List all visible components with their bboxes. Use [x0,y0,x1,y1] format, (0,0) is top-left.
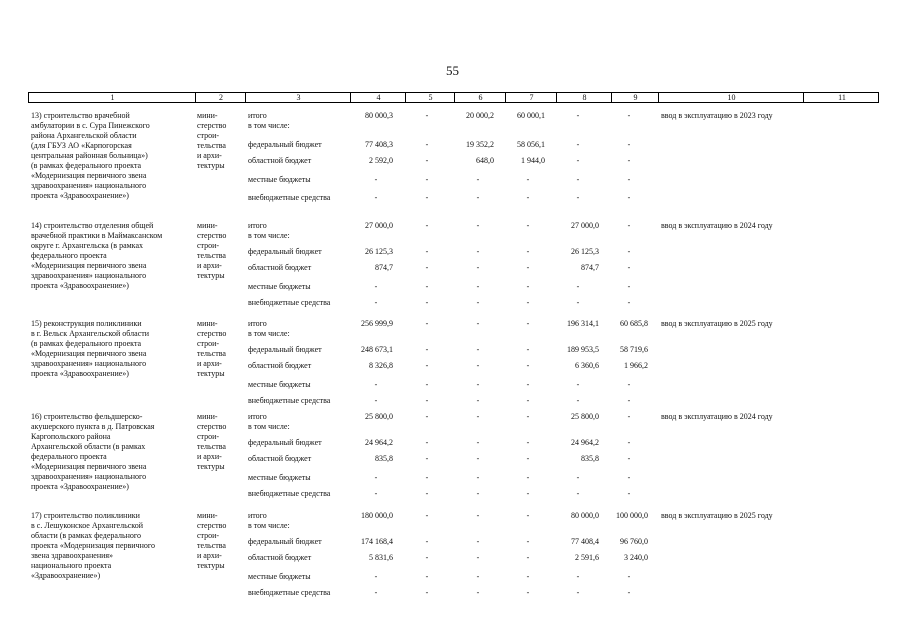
funding-value: - [476,282,480,291]
commissioning-note: ввод в эксплуатацию в 2025 году [661,319,773,328]
column-header-9: 9 [633,93,638,102]
column-divider [405,93,406,102]
commissioning-note: ввод в эксплуатацию в 2024 году [661,221,773,230]
funding-value: - [576,489,580,498]
funding-value: - [526,412,530,421]
funding-value: - [526,263,530,272]
executor-ministry-line: мини- [197,221,218,230]
funding-value: - [425,298,429,307]
executor-ministry [197,511,245,571]
project-description-line: (в рамках федерального проекта [31,339,142,348]
funding-source-label: федеральный бюджет [248,438,322,447]
funding-source-label: федеральный бюджет [248,247,322,256]
funding-value: - [526,175,530,184]
funding-source-label: итого [248,221,267,230]
executor-ministry-line: тельства [197,251,226,260]
executor-ministry-line: стерство [197,121,227,130]
column-header-3: 3 [296,93,301,102]
funding-value: 189 953,5 [567,345,599,354]
executor-ministry-line: тектуры [197,161,225,170]
funding-value: - [476,454,480,463]
funding-value: - [476,412,480,421]
funding-value: - [425,572,429,581]
funding-value: 24 964,2 [571,438,599,447]
funding-value: 2 591,6 [575,553,599,562]
funding-value: - [374,175,378,184]
funding-value: - [374,588,378,597]
project-description-line: здравоохранения» национального [31,359,147,368]
funding-value: - [627,396,631,405]
funding-value: - [627,282,631,291]
funding-value: - [576,175,580,184]
funding-value: - [576,572,580,581]
funding-value: 256 999,9 [361,319,393,328]
funding-source-label: внебюджетные средства [248,298,331,307]
column-divider [350,93,351,102]
page-number: 55 [446,63,459,78]
funding-value: 2 592,0 [369,156,393,165]
funding-value: - [425,553,429,562]
funding-value: - [374,473,378,482]
executor-ministry-line: тектуры [197,561,225,570]
funding-value: - [425,438,429,447]
funding-value: - [627,156,631,165]
table-header-row [28,92,879,103]
funding-value: - [476,553,480,562]
funding-source-label: местные бюджеты [248,473,311,482]
funding-value: - [374,572,378,581]
executor-ministry-line: мини- [197,412,218,421]
project-description-line: национального проекта [31,561,112,570]
funding-value: - [425,380,429,389]
project-description-line: района Архангельской области [31,131,137,140]
project-description-line: 17) строительство поликлиники [31,511,140,520]
funding-value: - [576,156,580,165]
funding-value: - [576,282,580,291]
funding-value: - [476,221,480,230]
project-description-line: «Модернизация первичного звена [31,261,147,270]
project-description-line: проекта «Здравоохранение») [31,369,129,378]
funding-value: 27 000,0 [365,221,393,230]
executor-ministry-line: тектуры [197,271,225,280]
project-description [31,319,191,379]
funding-source-sublabel: в том числе: [248,521,290,530]
project-description-line: (в рамках федерального проекта [31,161,142,170]
project-description [31,111,191,201]
executor-ministry-line: тектуры [197,369,225,378]
project-description-line: федерального проекта [31,452,107,461]
funding-value: 6 360,6 [575,361,599,370]
funding-value: - [627,473,631,482]
project-description-line: 15) реконструкция поликлиники [31,319,142,328]
funding-value: - [526,537,530,546]
funding-value: - [425,319,429,328]
funding-value: 8 326,8 [369,361,393,370]
project-description-line: здравоохранения» национального [31,472,147,481]
funding-source-label: итого [248,319,267,328]
funding-value: - [576,396,580,405]
project-description-line: акушерского пункта в д. Патровская [31,422,155,431]
funding-value: - [526,572,530,581]
funding-value: - [425,345,429,354]
funding-value: 835,8 [375,454,393,463]
executor-ministry-line: и архи- [197,151,222,160]
commissioning-note: ввод в эксплуатацию в 2025 году [661,511,773,520]
funding-value: - [526,247,530,256]
funding-value: - [627,175,631,184]
funding-value: - [627,454,631,463]
funding-value: - [627,111,631,120]
funding-value: 80 000,0 [571,511,599,520]
funding-value: - [476,298,480,307]
project-description-line: округе г. Архангельска (в рамках [31,241,143,250]
funding-value: - [476,572,480,581]
funding-source-label: федеральный бюджет [248,140,322,149]
funding-source-label: областной бюджет [248,454,312,463]
project-description-line: 16) строительство фельдшерско- [31,412,143,421]
funding-source-label: областной бюджет [248,361,312,370]
funding-source-label: итого [248,412,267,421]
funding-value: - [425,473,429,482]
funding-value: - [627,298,631,307]
funding-value: 196 314,1 [567,319,599,328]
funding-value: - [476,588,480,597]
funding-source-label: местные бюджеты [248,282,311,291]
funding-value: - [526,221,530,230]
funding-source-sublabel: в том числе: [248,422,290,431]
executor-ministry-line: и архи- [197,359,222,368]
column-header-2: 2 [219,93,223,102]
column-divider [454,93,455,102]
project-description-line: в г. Вельск Архангельской области [31,329,150,338]
funding-source-label: внебюджетные средства [248,396,331,405]
funding-source-label: итого [248,511,267,520]
funding-source-label: внебюджетные средства [248,588,331,597]
funding-source-label: федеральный бюджет [248,537,322,546]
column-header-1: 1 [110,93,115,102]
project-description [31,412,191,492]
funding-value: - [627,489,631,498]
funding-value: 60 685,8 [620,319,648,328]
funding-value: - [476,175,480,184]
project-description-line: проекта «Здравоохранение») [31,482,129,491]
project-description-line: Архангельской области (в рамках [31,442,146,451]
funding-value: - [476,380,480,389]
project-description-line: федерального проекта [31,251,107,260]
funding-value: - [476,489,480,498]
executor-ministry-line: и архи- [197,452,222,461]
funding-value: - [425,412,429,421]
funding-value: - [627,193,631,202]
project-description-line: «Модернизация первичного звена [31,171,147,180]
funding-source-label: областной бюджет [248,553,312,562]
project-description-line: «Здравоохранение») [31,571,101,580]
funding-value: - [526,361,530,370]
column-header-10: 10 [727,93,736,102]
executor-ministry-line: строи- [197,241,220,250]
funding-value: - [627,572,631,581]
funding-source-label: итого [248,111,267,120]
funding-value: - [576,473,580,482]
funding-value: - [476,263,480,272]
funding-source-sublabel: в том числе: [248,231,290,240]
funding-value: - [374,298,378,307]
funding-value: 19 352,2 [466,140,494,149]
funding-value: - [627,588,631,597]
funding-value: - [425,489,429,498]
project-description-line: здравоохранения» национального [31,181,147,190]
funding-value: 248 673,1 [361,345,393,354]
funding-value: - [526,553,530,562]
funding-value: 180 000,0 [361,511,393,520]
funding-value: - [627,247,631,256]
project-description-line: Каргопольского района [31,432,111,441]
funding-value: - [374,282,378,291]
funding-value: - [425,221,429,230]
project-description [31,221,191,291]
column-divider [505,93,506,102]
funding-value: - [476,345,480,354]
executor-ministry-line: строи- [197,432,220,441]
project-description-line: в с. Лешуконское Архангельской [31,521,144,530]
executor-ministry-line: мини- [197,111,218,120]
project-description-line: 13) строительство врачебной [31,111,130,120]
funding-value: 58 056,1 [517,140,545,149]
executor-ministry-line: строи- [197,131,220,140]
column-divider [658,93,659,102]
funding-value: - [476,247,480,256]
executor-ministry-line: тельства [197,141,226,150]
funding-value: - [627,380,631,389]
executor-ministry-line: стерство [197,422,227,431]
funding-value: 874,7 [581,263,599,272]
column-divider [245,93,246,102]
funding-source-label: местные бюджеты [248,572,311,581]
funding-value: 174 168,4 [361,537,393,546]
funding-value: - [425,247,429,256]
executor-ministry-line: и архи- [197,261,222,270]
project-description-line: проекта «Здравоохранение») [31,281,129,290]
funding-value: - [526,454,530,463]
executor-ministry-line: и архи- [197,551,222,560]
funding-value: - [425,175,429,184]
funding-value: 77 408,4 [571,537,599,546]
funding-value: - [425,454,429,463]
column-header-7: 7 [529,93,534,102]
funding-value: 1 966,2 [624,361,648,370]
funding-value: - [374,396,378,405]
funding-value: 77 408,3 [365,140,393,149]
funding-value: - [627,140,631,149]
funding-value: - [476,473,480,482]
funding-value: 26 125,3 [571,247,599,256]
project-description-line: (для ГБУЗ АО «Карпогорская [31,141,132,150]
funding-source-sublabel: в том числе: [248,121,290,130]
funding-value: - [627,438,631,447]
funding-value: - [576,298,580,307]
project-description-line: звена здравоохранения» [31,551,114,560]
funding-value: - [425,193,429,202]
funding-value: 1 944,0 [521,156,545,165]
funding-value: - [425,588,429,597]
funding-value: - [526,588,530,597]
funding-value: - [476,537,480,546]
executor-ministry [197,319,245,379]
funding-value: - [526,193,530,202]
executor-ministry-line: тельства [197,349,226,358]
project-description-line: области (в рамках федерального [31,531,141,540]
funding-value: 60 000,1 [517,111,545,120]
funding-value: 96 760,0 [620,537,648,546]
funding-value: - [526,345,530,354]
funding-value: - [627,412,631,421]
funding-value: - [374,489,378,498]
column-header-6: 6 [478,93,483,102]
funding-value: - [576,111,580,120]
funding-value: - [476,319,480,328]
funding-value: - [476,193,480,202]
funding-value: - [425,511,429,520]
funding-value: 20 000,2 [466,111,494,120]
funding-value: - [425,111,429,120]
funding-value: - [576,140,580,149]
funding-value: 874,7 [375,263,393,272]
project-description-line: 14) строительство отделения общей [31,221,154,230]
funding-value: - [425,282,429,291]
funding-value: - [425,361,429,370]
funding-value: - [425,396,429,405]
executor-ministry-line: стерство [197,521,227,530]
funding-value: - [526,396,530,405]
project-description-line: «Модернизация первичного звена [31,349,147,358]
funding-source-label: местные бюджеты [248,175,311,184]
funding-value: 3 240,0 [624,553,648,562]
funding-value: - [476,438,480,447]
funding-value: 26 125,3 [365,247,393,256]
funding-value: - [526,489,530,498]
funding-value: 25 800,0 [571,412,599,421]
funding-value: - [374,380,378,389]
funding-source-sublabel: в том числе: [248,329,290,338]
executor-ministry [197,412,245,472]
funding-value: 648,0 [476,156,494,165]
funding-value: 80 000,3 [365,111,393,120]
funding-value: - [425,156,429,165]
funding-value: - [374,193,378,202]
funding-value: - [425,537,429,546]
funding-value: - [526,438,530,447]
column-divider [556,93,557,102]
funding-value: - [425,263,429,272]
funding-value: - [526,298,530,307]
column-header-5: 5 [428,93,433,102]
funding-value: - [627,263,631,272]
funding-source-label: внебюджетные средства [248,489,331,498]
executor-ministry [197,111,245,171]
funding-value: - [576,380,580,389]
funding-value: 25 800,0 [365,412,393,421]
project-description-line: амбулатории в с. Сура Пинежского [31,121,150,130]
funding-source-label: внебюджетные средства [248,193,331,202]
funding-value: - [476,511,480,520]
column-divider [195,93,196,102]
funding-source-label: федеральный бюджет [248,345,322,354]
executor-ministry-line: стерство [197,231,227,240]
executor-ministry-line: тельства [197,442,226,451]
funding-value: - [476,396,480,405]
executor-ministry-line: тектуры [197,462,225,471]
executor-ministry-line: мини- [197,511,218,520]
project-description [31,511,191,581]
funding-value: 835,8 [581,454,599,463]
executor-ministry-line: тельства [197,541,226,550]
executor-ministry [197,221,245,281]
funding-value: - [526,511,530,520]
funding-value: - [476,361,480,370]
funding-value: - [526,473,530,482]
funding-source-label: областной бюджет [248,156,312,165]
funding-value: - [526,319,530,328]
commissioning-note: ввод в эксплуатацию в 2024 году [661,412,773,421]
column-divider [803,93,804,102]
column-divider [611,93,612,102]
funding-value: - [627,221,631,230]
project-description-line: «Модернизация первичного звена [31,462,147,471]
column-header-11: 11 [838,93,846,102]
funding-value: - [526,282,530,291]
column-header-4: 4 [376,93,381,102]
executor-ministry-line: строи- [197,531,220,540]
funding-value: 58 719,6 [620,345,648,354]
funding-value: - [425,140,429,149]
funding-source-label: областной бюджет [248,263,312,272]
funding-value: 27 000,0 [571,221,599,230]
funding-value: 5 831,6 [369,553,393,562]
funding-value: - [526,380,530,389]
column-header-8: 8 [582,93,587,102]
funding-value: 24 964,2 [365,438,393,447]
funding-value: - [576,193,580,202]
executor-ministry-line: стерство [197,329,227,338]
funding-value: - [576,588,580,597]
project-description-line: проекта «Модернизация первичного [31,541,155,550]
project-description-line: врачебной практики в Маймаксанском [31,231,163,240]
project-description-line: здравоохранения» национального [31,271,147,280]
project-description-line: центральная районная больница») [31,151,148,160]
funding-source-label: местные бюджеты [248,380,311,389]
executor-ministry-line: строи- [197,339,220,348]
executor-ministry-line: мини- [197,319,218,328]
project-description-line: проекта «Здравоохранение») [31,191,129,200]
funding-value: 100 000,0 [616,511,648,520]
commissioning-note: ввод в эксплуатацию в 2023 году [661,111,773,120]
